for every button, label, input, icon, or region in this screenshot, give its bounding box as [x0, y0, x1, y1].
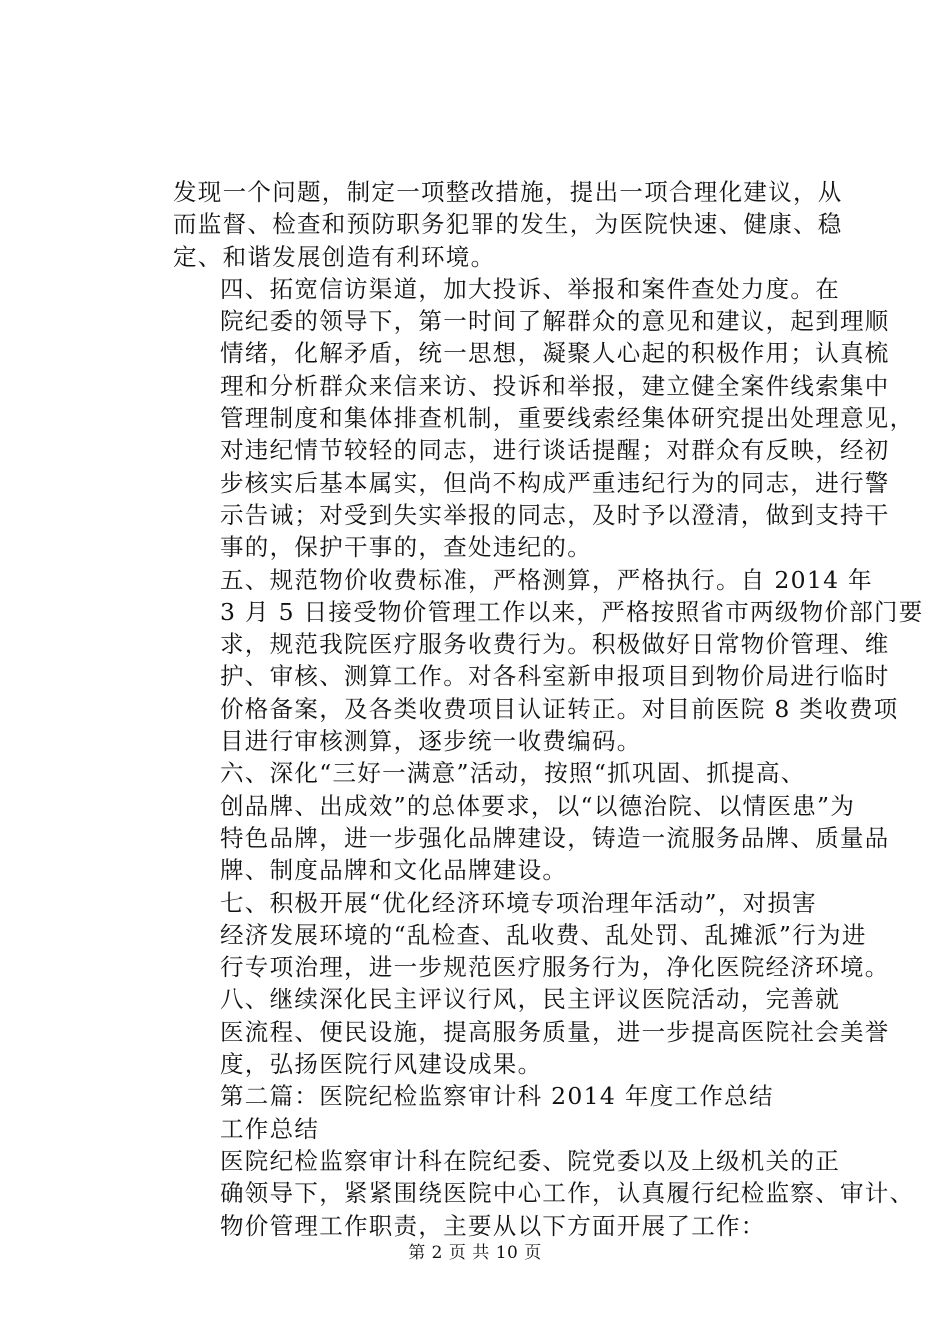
text-line: 创品牌、出成效”的总体要求，以“以德治院、以情医患”为: [220, 791, 856, 820]
text-line: 价格备案，及各类收费项目认证转正。对目前医院 8 类收费项: [220, 694, 899, 723]
page-number: 第 2 页 共 10 页: [408, 1243, 542, 1263]
text-line: 第二篇：医院纪检监察审计科 2014 年度工作总结: [220, 1082, 774, 1111]
text-line: 情绪，化解矛盾，统一思想，凝聚人心起的积极作用；认真梳: [220, 339, 890, 368]
document-body: [173, 176, 924, 1242]
text-line: 步核实后基本属实，但尚不构成严重违纪行为的同志，进行警: [220, 468, 890, 497]
text-line: 行专项治理，进一步规范医疗服务行为，净化医院经济环境。: [220, 953, 890, 982]
paragraph: [173, 887, 890, 984]
text-line: 医流程、便民设施，提高服务质量，进一步提高医院社会美誉: [220, 1017, 890, 1046]
paragraph: [173, 273, 915, 564]
text-line: 定、和谐发展创造有利环境。: [173, 242, 496, 271]
text-line: 发现一个问题，制定一项整改措施，提出一项合理化建议，从: [173, 178, 843, 206]
paragraph: [173, 1145, 915, 1242]
text-line: 七、积极开展“优化经济环境专项治理年活动”，对损害: [220, 888, 818, 917]
text-line: 经济发展环境的“乱检查、乱收费、乱处罚、乱摊派”行为进: [220, 920, 867, 949]
text-line: 事的，保护干事的，查处违纪的。: [220, 533, 592, 562]
text-line: 五、规范物价收费标准，严格测算，严格执行。自 2014 年: [220, 565, 873, 594]
text-line: 六、深化“三好一满意”活动，按照“抓巩固、抓提高、: [220, 759, 806, 788]
text-line: 目进行审核测算，逐步统一收费编码。: [220, 727, 642, 756]
text-line: 示告诫；对受到失实举报的同志，及时予以澄清，做到支持干: [220, 500, 890, 529]
text-line: 而监督、检查和预防职务犯罪的发生，为医院快速、健康、稳: [173, 210, 843, 239]
text-line: 四、拓宽信访渠道，加大投诉、举报和案件查处力度。在: [220, 274, 840, 303]
text-line: 理和分析群众来信来访、投诉和举报，建立健全案件线索集中: [220, 371, 890, 400]
text-line: 工作总结: [220, 1114, 320, 1143]
text-line: 求，规范我院医疗服务收费行为。积极做好日常物价管理、维: [220, 630, 890, 659]
paragraph: [173, 757, 890, 886]
page-footer: [0, 1238, 950, 1263]
paragraph: [173, 564, 924, 758]
text-line: 度，弘扬医院行风建设成果。: [220, 1050, 543, 1079]
paragraph: [173, 983, 890, 1080]
text-line: 确领导下，紧紧围绕医院中心工作，认真履行纪检监察、审计、: [220, 1179, 915, 1208]
text-line: 医院纪检监察审计科在院纪委、院党委以及上级机关的正: [220, 1146, 840, 1175]
text-line: 八、继续深化民主评议行风，民主评议医院活动，完善就: [220, 985, 840, 1014]
text-line: 对违纪情节较轻的同志，进行谈话提醒；对群众有反映，经初: [220, 436, 890, 465]
text-line: 牌、制度品牌和文化品牌建设。: [220, 856, 568, 885]
text-line: 特色品牌，进一步强化品牌建设，铸造一流服务品牌、质量品: [220, 823, 890, 852]
text-line: 院纪委的领导下，第一时间了解群众的意见和建议，起到理顺: [220, 307, 890, 336]
text-line: 管理制度和集体排查机制，重要线索经集体研究提出处理意见，: [220, 404, 915, 433]
text-line: 3 月 5 日接受物价管理工作以来，严格按照省市两级物价部门要: [220, 597, 924, 626]
paragraph: [173, 1113, 833, 1145]
text-line: 护、审核、测算工作。对各科室新申报项目到物价局进行临时: [220, 662, 890, 691]
paragraph: [173, 1080, 833, 1112]
paragraph: [173, 176, 843, 273]
text-line: 物价管理工作职责，主要从以下方面开展了工作：: [220, 1211, 766, 1240]
